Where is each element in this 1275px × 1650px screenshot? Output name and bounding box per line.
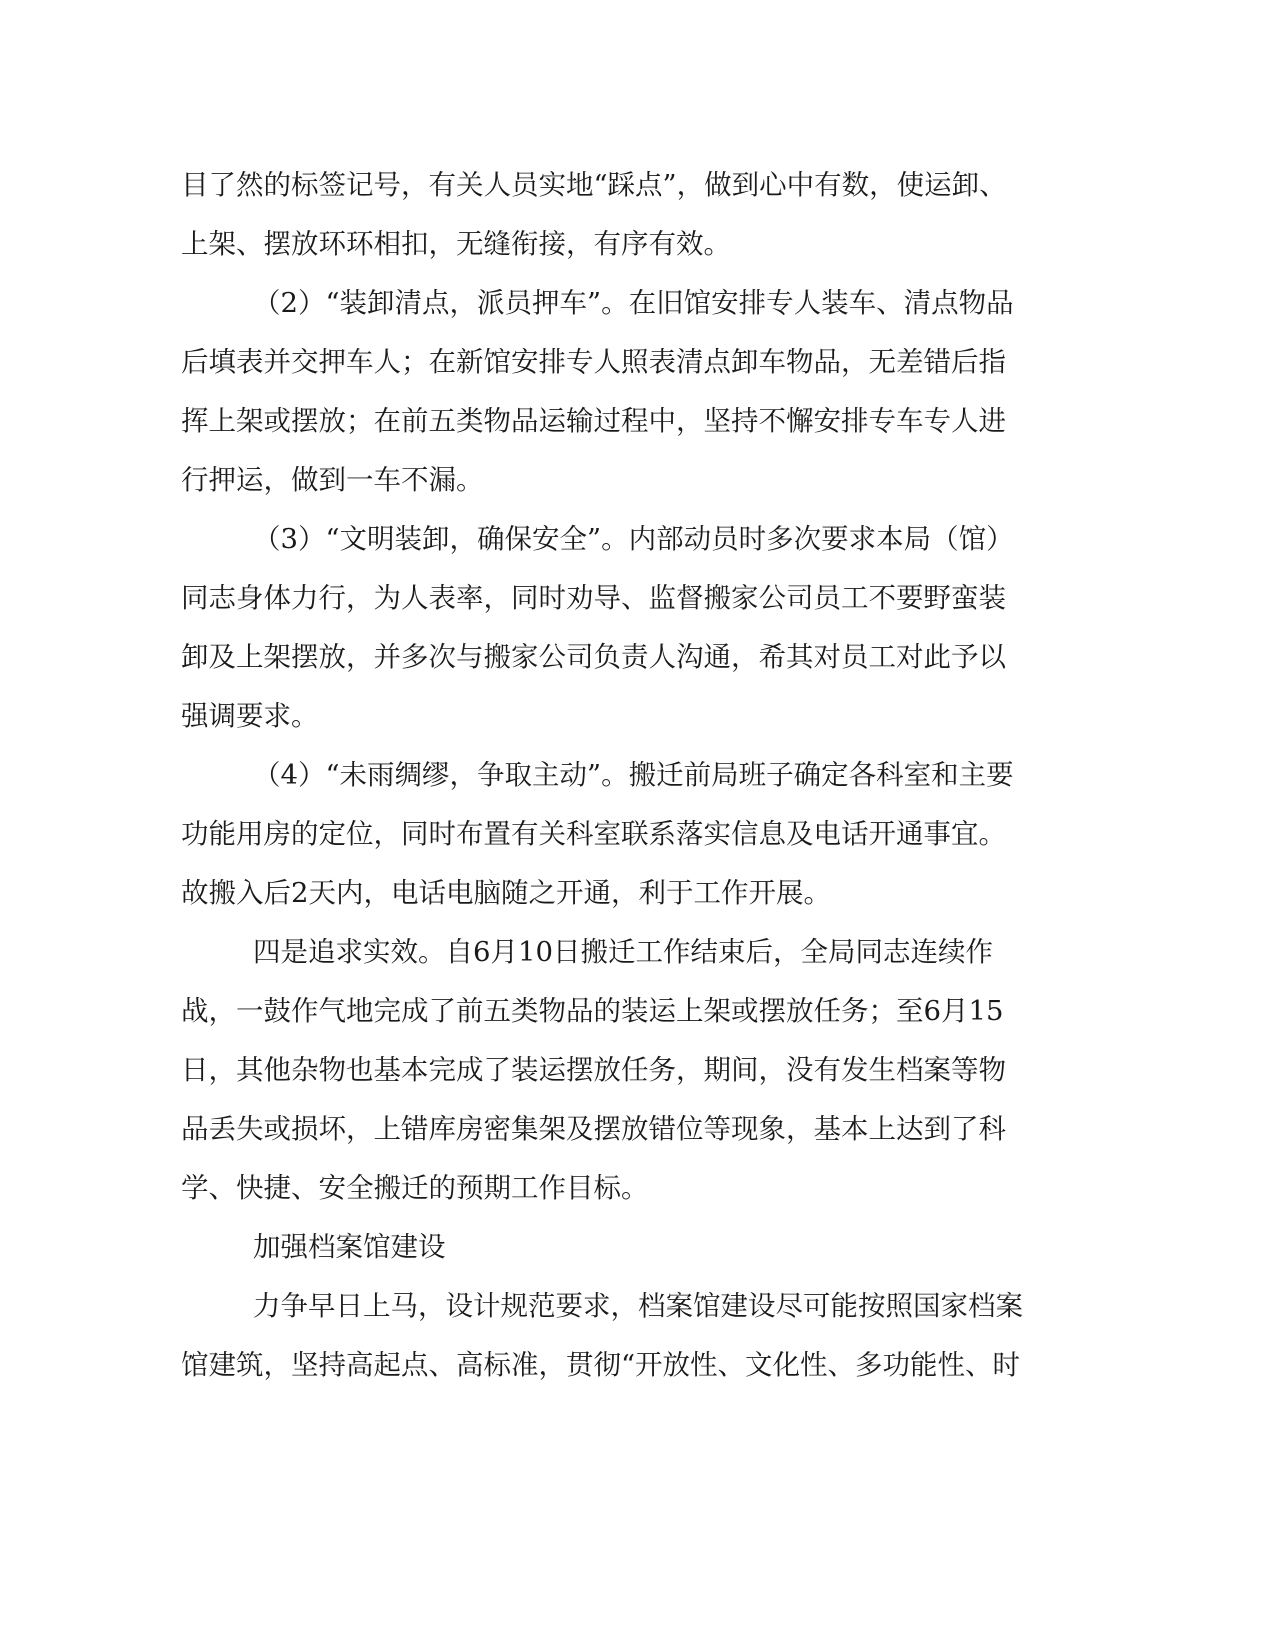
paragraph [181, 510, 1031, 746]
text-line: （4）“未雨绸缪，争取主动”。搬迁前局班子确定各科室和主要 [253, 759, 1014, 791]
text-line: 故搬入后2天内，电话电脑随之开通，利于工作开展。 [181, 877, 831, 909]
text-line: 日，其他杂物也基本完成了装运摆放任务，期间，没有发生档案等物 [181, 1054, 1006, 1086]
text-line: 品丢失或损坏，上错库房密集架及摆放错位等现象，基本上达到了科 [181, 1113, 1006, 1145]
text-line: 上架、摆放环环相扣，无缝衔接，有序有效。 [181, 228, 731, 260]
paragraph [181, 274, 1031, 510]
text-line: 目了然的标签记号，有关人员实地“踩点”，做到心中有数，使运卸、 [181, 169, 1007, 201]
text-line: （2）“装卸清点，派员押车”。在旧馆安排专人装车、清点物品 [253, 287, 1014, 319]
text-line: 学、快捷、安全搬迁的预期工作目标。 [181, 1172, 649, 1204]
text-line: 功能用房的定位，同时布置有关科室联系落实信息及电话开通事宜。 [181, 818, 1006, 850]
text-line: 加强档案馆建设 [253, 1231, 446, 1263]
text-line: 挥上架或摆放；在前五类物品运输过程中，坚持不懈安排专车专人进 [181, 405, 1006, 437]
text-line: （3）“文明装卸，确保安全”。内部动员时多次要求本局（馆） [253, 523, 1014, 555]
paragraph [181, 746, 1031, 923]
text-line: 四是追求实效。自6月10日搬迁工作结束后，全局同志连续作 [253, 936, 993, 968]
paragraph [181, 1277, 1031, 1395]
section-heading [181, 1218, 1031, 1277]
text-line: 力争早日上马，设计规范要求，档案馆建设尽可能按照国家档案 [253, 1290, 1023, 1322]
paragraph [181, 156, 1031, 274]
paragraph [181, 923, 1031, 1218]
text-line: 战，一鼓作气地完成了前五类物品的装运上架或摆放任务；至6月15 [181, 995, 1004, 1027]
text-line: 卸及上架摆放，并多次与搬家公司负责人沟通，希其对员工对此予以 [181, 641, 1006, 673]
text-line: 强调要求。 [181, 700, 319, 732]
text-line: 行押运，做到一车不漏。 [181, 464, 484, 496]
document-body [181, 156, 1031, 1395]
text-line: 同志身体力行，为人表率，同时劝导、监督搬家公司员工不要野蛮装 [181, 582, 1006, 614]
text-line: 馆建筑，坚持高起点、高标准，贯彻“开放性、文化性、多功能性、时 [181, 1349, 1021, 1381]
text-line: 后填表并交押车人；在新馆安排专人照表清点卸车物品，无差错后指 [181, 346, 1006, 378]
